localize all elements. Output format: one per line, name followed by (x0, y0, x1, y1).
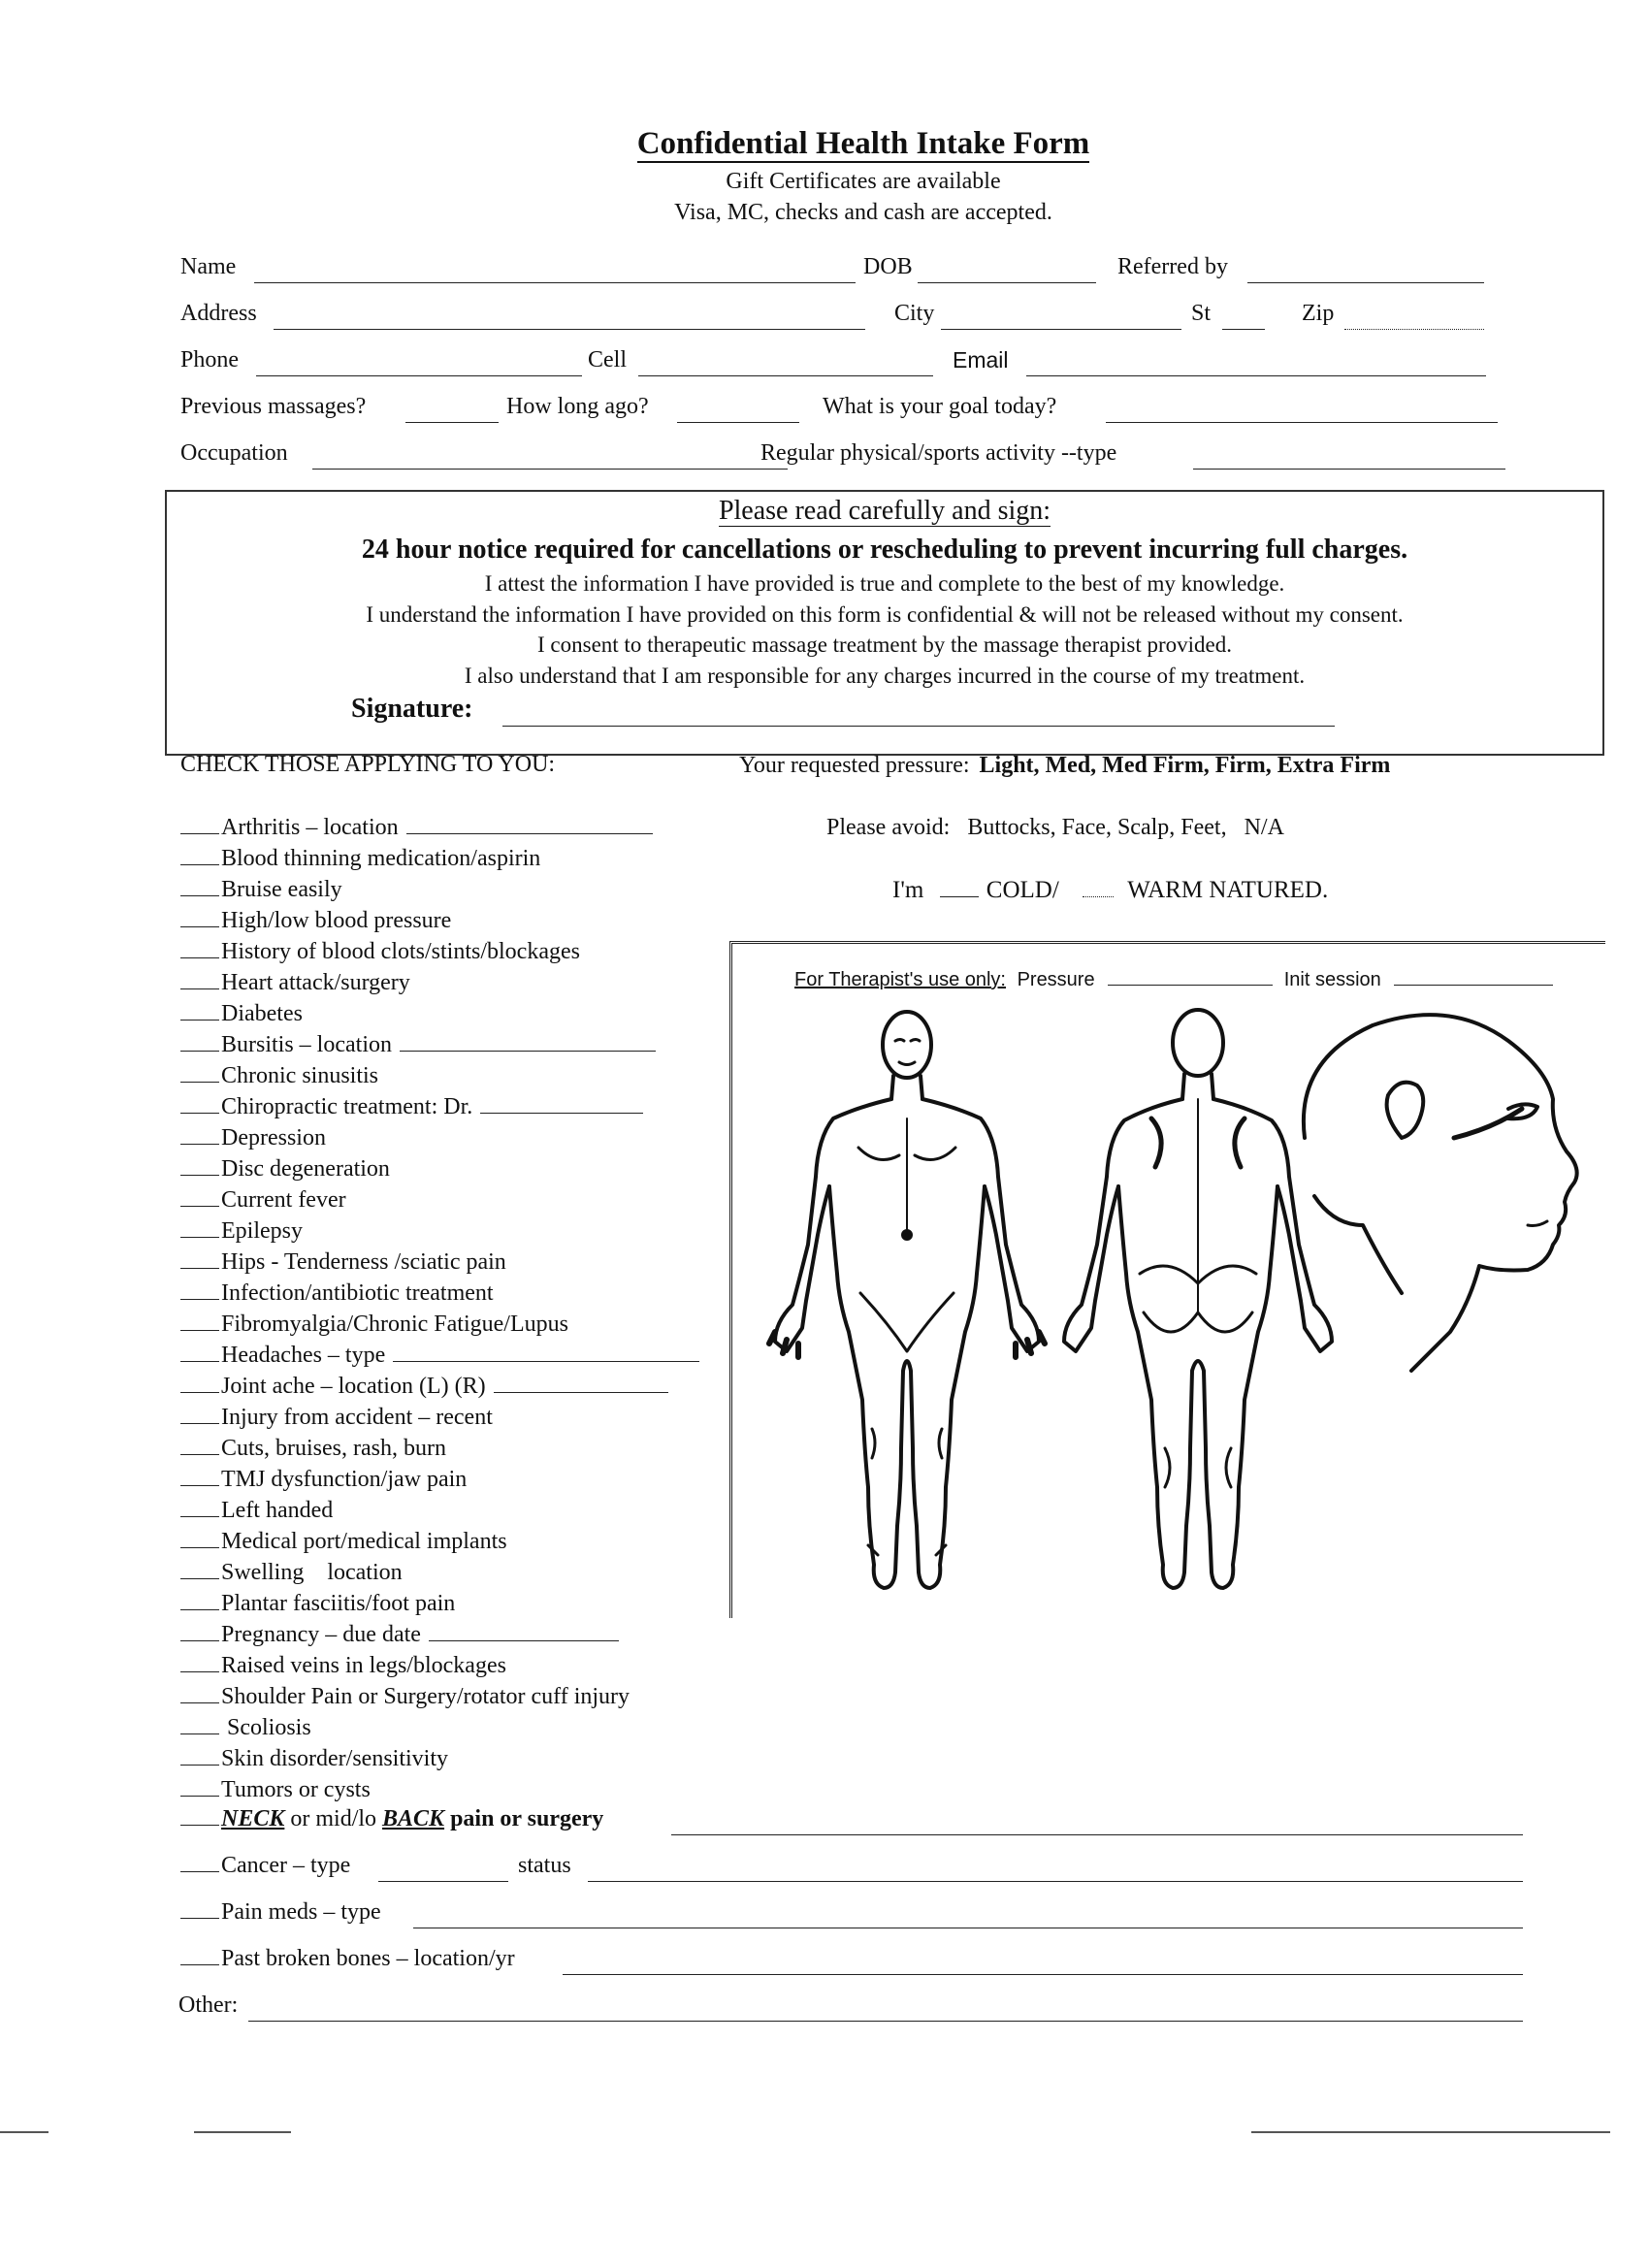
confidential-statement: I understand the information I have provided on this form is confidential & will not be released without my consent. (366, 602, 1404, 627)
back-body-figure (1064, 1010, 1332, 1588)
condition-item (180, 815, 653, 841)
broken-bones-checkbox[interactable] (180, 1964, 219, 1965)
condition-checkbox[interactable] (180, 833, 219, 834)
condition-item (180, 908, 451, 934)
condition-label: Diabetes (221, 1001, 303, 1026)
condition-item (180, 1125, 326, 1151)
consent-heading: Please read carefully and sign: (718, 496, 1051, 526)
condition-detail-field[interactable] (393, 1360, 699, 1362)
condition-checkbox[interactable] (180, 1113, 219, 1114)
dob-field[interactable] (918, 281, 1096, 283)
condition-label: Hips - Tenderness /sciatic pain (221, 1249, 506, 1275)
occupation-label: Occupation (180, 440, 288, 466)
neck-back-checkbox[interactable] (180, 1825, 219, 1826)
condition-item (180, 1653, 506, 1679)
condition-checkbox[interactable] (180, 926, 219, 927)
how-long-ago-label: How long ago? (506, 394, 649, 419)
pain-surgery-label: pain or surgery (444, 1806, 604, 1831)
cold-checkbox[interactable] (940, 896, 979, 897)
pressure-options[interactable]: Light, Med, Med Firm, Firm, Extra Firm (979, 753, 1391, 778)
pain-meds-item (180, 1899, 381, 1926)
broken-bones-item (180, 1946, 515, 1972)
condition-label: Raised veins in legs/blockages (221, 1653, 506, 1678)
condition-label: Scoliosis (221, 1715, 311, 1740)
cancer-status-field[interactable] (588, 1880, 1523, 1882)
condition-label: Skin disorder/sensitivity (221, 1746, 448, 1771)
scan-mark (0, 2131, 48, 2133)
condition-checkbox[interactable] (180, 957, 219, 958)
condition-label: Left handed (221, 1498, 334, 1523)
neck-label: NECK (221, 1806, 285, 1831)
condition-checkbox[interactable] (180, 1609, 219, 1610)
condition-label: Chiropractic treatment: Dr. (221, 1094, 473, 1119)
dob-label: DOB (863, 254, 913, 279)
condition-item (180, 1312, 568, 1338)
condition-label: Cuts, bruises, rash, burn (221, 1436, 446, 1461)
cancer-type-field[interactable] (378, 1880, 508, 1882)
address-field[interactable] (274, 328, 865, 330)
pain-meds-field[interactable] (413, 1927, 1523, 1928)
condition-item (180, 1063, 378, 1089)
condition-label: Arthritis – location (221, 815, 399, 840)
avoid-row (826, 815, 1284, 841)
condition-checkbox[interactable] (180, 1392, 219, 1393)
email-label: Email (953, 347, 1009, 373)
pain-meds-checkbox[interactable] (180, 1918, 219, 1919)
condition-detail-field[interactable] (480, 1112, 643, 1114)
goal-today-label: What is your goal today? (823, 394, 1057, 419)
warm-checkbox[interactable] (1083, 896, 1114, 897)
cell-field[interactable] (638, 374, 933, 376)
previous-massages-label: Previous massages? (180, 394, 367, 419)
address-label: Address (180, 301, 257, 326)
check-heading: CHECK THOSE APPLYING TO YOU: (180, 752, 556, 777)
condition-label: TMJ dysfunction/jaw pain (221, 1467, 468, 1492)
form-title: Confidential Health Intake Form (636, 126, 1090, 161)
other-label: Other: (178, 1993, 239, 2018)
condition-checkbox[interactable] (180, 1423, 219, 1424)
activity-label: Regular physical/sports activity --type (760, 440, 1117, 466)
condition-item (180, 1777, 371, 1803)
init-session-label: Init session (1283, 969, 1381, 990)
signature-field[interactable] (502, 725, 1335, 727)
condition-checkbox[interactable] (180, 1144, 219, 1145)
payment-note: Visa, MC, checks and cash are accepted. (674, 200, 1052, 225)
phone-field[interactable] (256, 374, 582, 376)
name-label: Name (180, 254, 237, 279)
condition-item (180, 1467, 467, 1493)
neck-back-item (180, 1806, 603, 1832)
zip-label: Zip (1302, 301, 1335, 326)
condition-checkbox[interactable] (180, 1361, 219, 1362)
condition-label: Bursitis – location (221, 1032, 392, 1057)
condition-label: Medical port/medical implants (221, 1529, 507, 1554)
back-label: BACK (382, 1806, 445, 1831)
condition-checkbox[interactable] (180, 1671, 219, 1672)
cancer-label: Cancer – type (221, 1853, 351, 1878)
condition-label: Fibromyalgia/Chronic Fatigue/Lupus (221, 1312, 568, 1337)
neck-back-field[interactable] (671, 1833, 1523, 1835)
condition-label: Tumors or cysts (221, 1777, 371, 1802)
attest-statement: I attest the information I have provided is true and complete to the best of my knowledge. (484, 571, 1285, 596)
condition-label: Chronic sinusitis (221, 1063, 379, 1088)
condition-item (180, 1405, 493, 1431)
therapist-pressure-label: Pressure (1017, 969, 1095, 990)
condition-item (180, 1746, 448, 1772)
avoid-label: Please avoid: (826, 815, 951, 840)
condition-item (180, 1249, 506, 1276)
condition-label: Swelling location (221, 1560, 403, 1585)
city-label: City (894, 301, 935, 326)
condition-label: Injury from accident – recent (221, 1405, 493, 1430)
goal-today-field[interactable] (1106, 421, 1498, 423)
referred-by-field[interactable] (1247, 281, 1484, 283)
occupation-field[interactable] (312, 468, 788, 470)
condition-checkbox[interactable] (180, 1485, 219, 1486)
condition-checkbox[interactable] (180, 1454, 219, 1455)
therapist-label: For Therapist's use only: (794, 969, 1006, 990)
head-profile-figure (1304, 1015, 1577, 1371)
email-field[interactable] (1026, 374, 1486, 376)
other-field[interactable] (248, 2020, 1523, 2022)
condition-label: Depression (221, 1125, 326, 1150)
condition-item (180, 1560, 403, 1586)
pressure-request (739, 753, 1390, 779)
condition-checkbox[interactable] (180, 895, 219, 896)
condition-item (180, 939, 580, 965)
condition-checkbox[interactable] (180, 1765, 219, 1766)
state-field[interactable] (1222, 328, 1265, 330)
condition-item (180, 1001, 303, 1027)
condition-checkbox[interactable] (180, 1051, 219, 1052)
therapist-box (729, 941, 1605, 1618)
condition-label: History of blood clots/stints/blockages (221, 939, 580, 964)
condition-checkbox[interactable] (180, 988, 219, 989)
zip-field[interactable] (1344, 328, 1484, 330)
condition-label: Pregnancy – due date (221, 1622, 421, 1647)
condition-checkbox[interactable] (180, 1020, 219, 1021)
condition-item (180, 1591, 455, 1617)
warm-label: WARM NATURED. (1127, 877, 1329, 903)
broken-bones-field[interactable] (563, 1973, 1523, 1975)
scan-mark (1251, 2131, 1610, 2133)
cancer-checkbox[interactable] (180, 1871, 219, 1872)
condition-label: Heart attack/surgery (221, 970, 410, 995)
condition-checkbox[interactable] (180, 1702, 219, 1703)
condition-item (180, 1498, 333, 1524)
broken-bones-label: Past broken bones – location/yr (221, 1946, 515, 1971)
gift-certificates-note: Gift Certificates are available (726, 169, 1001, 194)
signature-label: Signature: (351, 694, 473, 724)
condition-checkbox[interactable] (180, 1082, 219, 1083)
referred-by-label: Referred by (1117, 254, 1228, 279)
condition-checkbox[interactable] (180, 1237, 219, 1238)
condition-item (180, 970, 410, 996)
mid-lo-label: or mid/lo (284, 1806, 383, 1831)
condition-checkbox[interactable] (180, 1175, 219, 1176)
condition-detail-field[interactable] (400, 1050, 656, 1052)
condition-label: Plantar fasciitis/foot pain (221, 1591, 456, 1616)
condition-item (180, 1156, 390, 1183)
condition-checkbox[interactable] (180, 1268, 219, 1269)
condition-item (180, 1374, 668, 1400)
cancellation-notice: 24 hour notice required for cancellations or rescheduling to prevent incurring full charges. (361, 535, 1408, 565)
name-field[interactable] (254, 281, 856, 283)
pressure-label: Your requested pressure: (739, 753, 970, 778)
condition-label: High/low blood pressure (221, 908, 452, 933)
consent-box (165, 490, 1604, 756)
body-chart[interactable] (732, 944, 1605, 1613)
im-label: I'm (892, 877, 924, 903)
state-label: St (1191, 301, 1212, 326)
condition-item (180, 1218, 303, 1245)
condition-checkbox[interactable] (180, 1547, 219, 1548)
consent-statement: I consent to therapeutic massage treatment by the massage therapist provided. (537, 632, 1232, 657)
condition-checkbox[interactable] (180, 864, 219, 865)
condition-item (180, 1684, 630, 1710)
condition-item (180, 877, 342, 903)
condition-checkbox[interactable] (180, 1330, 219, 1331)
avoid-options[interactable]: Buttocks, Face, Scalp, Feet, N/A (967, 815, 1284, 840)
cell-label: Cell (588, 347, 627, 373)
activity-field[interactable] (1193, 468, 1505, 470)
cold-label: COLD/ (986, 877, 1059, 903)
cancer-item (180, 1853, 350, 1879)
condition-label: Shoulder Pain or Surgery/rotator cuff injury (221, 1684, 630, 1709)
condition-detail-field[interactable] (494, 1391, 668, 1393)
condition-checkbox[interactable] (180, 1578, 219, 1579)
condition-item (180, 1715, 311, 1741)
previous-massages-field[interactable] (405, 421, 499, 423)
condition-label: Disc degeneration (221, 1156, 390, 1182)
condition-checkbox[interactable] (180, 1299, 219, 1300)
condition-item (180, 1343, 699, 1369)
condition-label: Current fever (221, 1187, 346, 1213)
condition-checkbox[interactable] (180, 1640, 219, 1641)
condition-item (180, 1622, 619, 1648)
condition-item (180, 1529, 507, 1555)
condition-checkbox[interactable] (180, 1733, 219, 1734)
temperament-row (892, 877, 1328, 904)
condition-item (180, 1187, 346, 1214)
condition-checkbox[interactable] (180, 1796, 219, 1797)
condition-label: Headaches – type (221, 1343, 386, 1368)
condition-label: Blood thinning medication/aspirin (221, 846, 541, 871)
condition-item (180, 1032, 656, 1058)
condition-label: Epilepsy (221, 1218, 303, 1244)
condition-checkbox[interactable] (180, 1206, 219, 1207)
front-body-figure (769, 1012, 1045, 1588)
responsibility-statement: I also understand that I am responsible for any charges incurred in the course of my treatment. (464, 664, 1306, 688)
condition-item (180, 1094, 643, 1120)
how-long-ago-field[interactable] (677, 421, 799, 423)
condition-item (180, 1280, 494, 1307)
condition-item (180, 1436, 446, 1462)
city-field[interactable] (941, 328, 1181, 330)
condition-label: Joint ache – location (L) (R) (221, 1374, 486, 1399)
condition-label: Bruise easily (221, 877, 342, 902)
pain-meds-label: Pain meds – type (221, 1899, 381, 1925)
condition-item (180, 846, 540, 872)
scan-mark (194, 2131, 291, 2133)
condition-detail-field[interactable] (406, 832, 653, 834)
condition-label: Infection/antibiotic treatment (221, 1280, 494, 1306)
condition-checkbox[interactable] (180, 1516, 219, 1517)
phone-label: Phone (180, 347, 239, 373)
condition-detail-field[interactable] (429, 1639, 619, 1641)
cancer-status-label: status (518, 1853, 571, 1878)
